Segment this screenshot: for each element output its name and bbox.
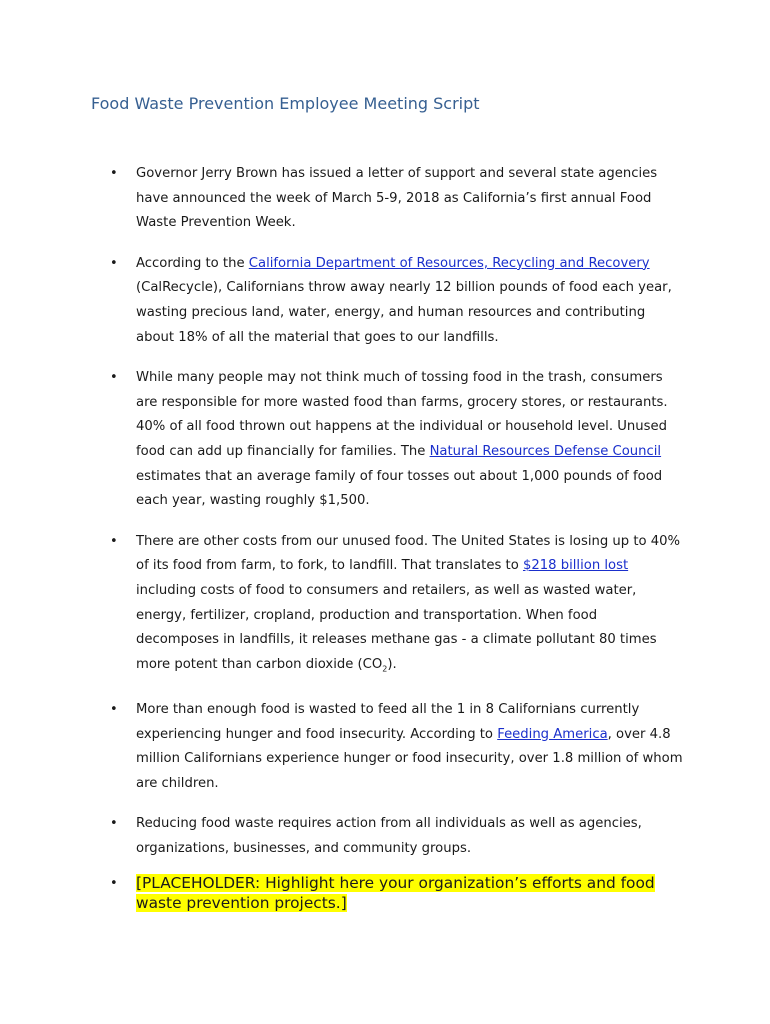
list-item xyxy=(0,366,684,514)
bullet-icon: • xyxy=(110,255,118,271)
item-text: There are other costs from our unused food. The United States is losing up to 40% of its food from farm, to fork, to landfill. That translates to xyxy=(136,533,681,574)
calrecycle-link[interactable]: California Department of Resources, Recycling and Recovery xyxy=(248,255,650,271)
page-title: Food Waste Prevention Employee Meeting Script xyxy=(91,94,480,113)
subscript-2: 2 xyxy=(382,664,388,674)
item-text: More than enough food is wasted to feed all the 1 in 8 Californians currently experiencing hunger and food insecurity. According to xyxy=(136,701,640,742)
list-item xyxy=(0,162,684,236)
bullet-icon: • xyxy=(110,816,118,832)
bullet-list xyxy=(0,162,770,929)
item-text: While many people may not think much of tossing food in the trash, consumers are responsible for more wasted food than farms, grocery stores, or restaurants. 40% of all food thrown out happens at the individual or household level. Unused food can add up financially for families. The xyxy=(136,370,668,459)
item-text: Governor Jerry Brown has issued a letter of support and several state agencies have announced the week of March 5-9, 2018 as California’s first annual Food Waste Prevention Week. xyxy=(136,166,658,231)
item-text: (CalRecycle), Californians throw away nearly 12 billion pounds of food each year, wasting precious land, water, energy, and human resources and contributing about 18% of all the material that goes to our landfills. xyxy=(136,280,672,345)
list-item xyxy=(0,812,684,861)
item-text: Reducing food waste requires action from all individuals as well as agencies, organizations, businesses, and community groups. xyxy=(136,816,642,856)
bullet-icon: • xyxy=(110,876,118,892)
list-item xyxy=(0,252,684,350)
item-text: According to the xyxy=(136,255,249,271)
bullet-icon: • xyxy=(110,701,118,717)
billion-lost-link[interactable]: $218 billion lost xyxy=(522,558,629,574)
item-text: ). xyxy=(387,656,397,672)
bullet-icon: • xyxy=(110,533,118,549)
feeding-america-link[interactable]: Feeding America xyxy=(497,726,608,742)
bullet-icon: • xyxy=(110,370,118,386)
item-text: estimates that an average family of four tosses out about 1,000 pounds of food each year, wasting roughly $1,500. xyxy=(136,468,663,509)
list-item xyxy=(0,698,684,796)
placeholder-item xyxy=(0,873,684,913)
nrdc-link[interactable]: Natural Resources Defense Council xyxy=(429,443,662,459)
placeholder-highlight-text: [PLACEHOLDER: Highlight here your organization’s efforts and food waste prevention projects.] xyxy=(136,874,655,913)
item-text: , over 4.8 million Californians experience hunger or food insecurity, over 1.8 million of whom are children. xyxy=(136,726,683,791)
bullet-icon: • xyxy=(110,166,118,181)
item-text: including costs of food to consumers and retailers, as well as wasted water, energy, fertilizer, cropland, production and transportation. When food decomposes in landfills, it releases methane gas - a climate pollutant 80 times more potent than carbon dioxide (CO xyxy=(136,582,657,672)
list-item xyxy=(0,530,684,682)
